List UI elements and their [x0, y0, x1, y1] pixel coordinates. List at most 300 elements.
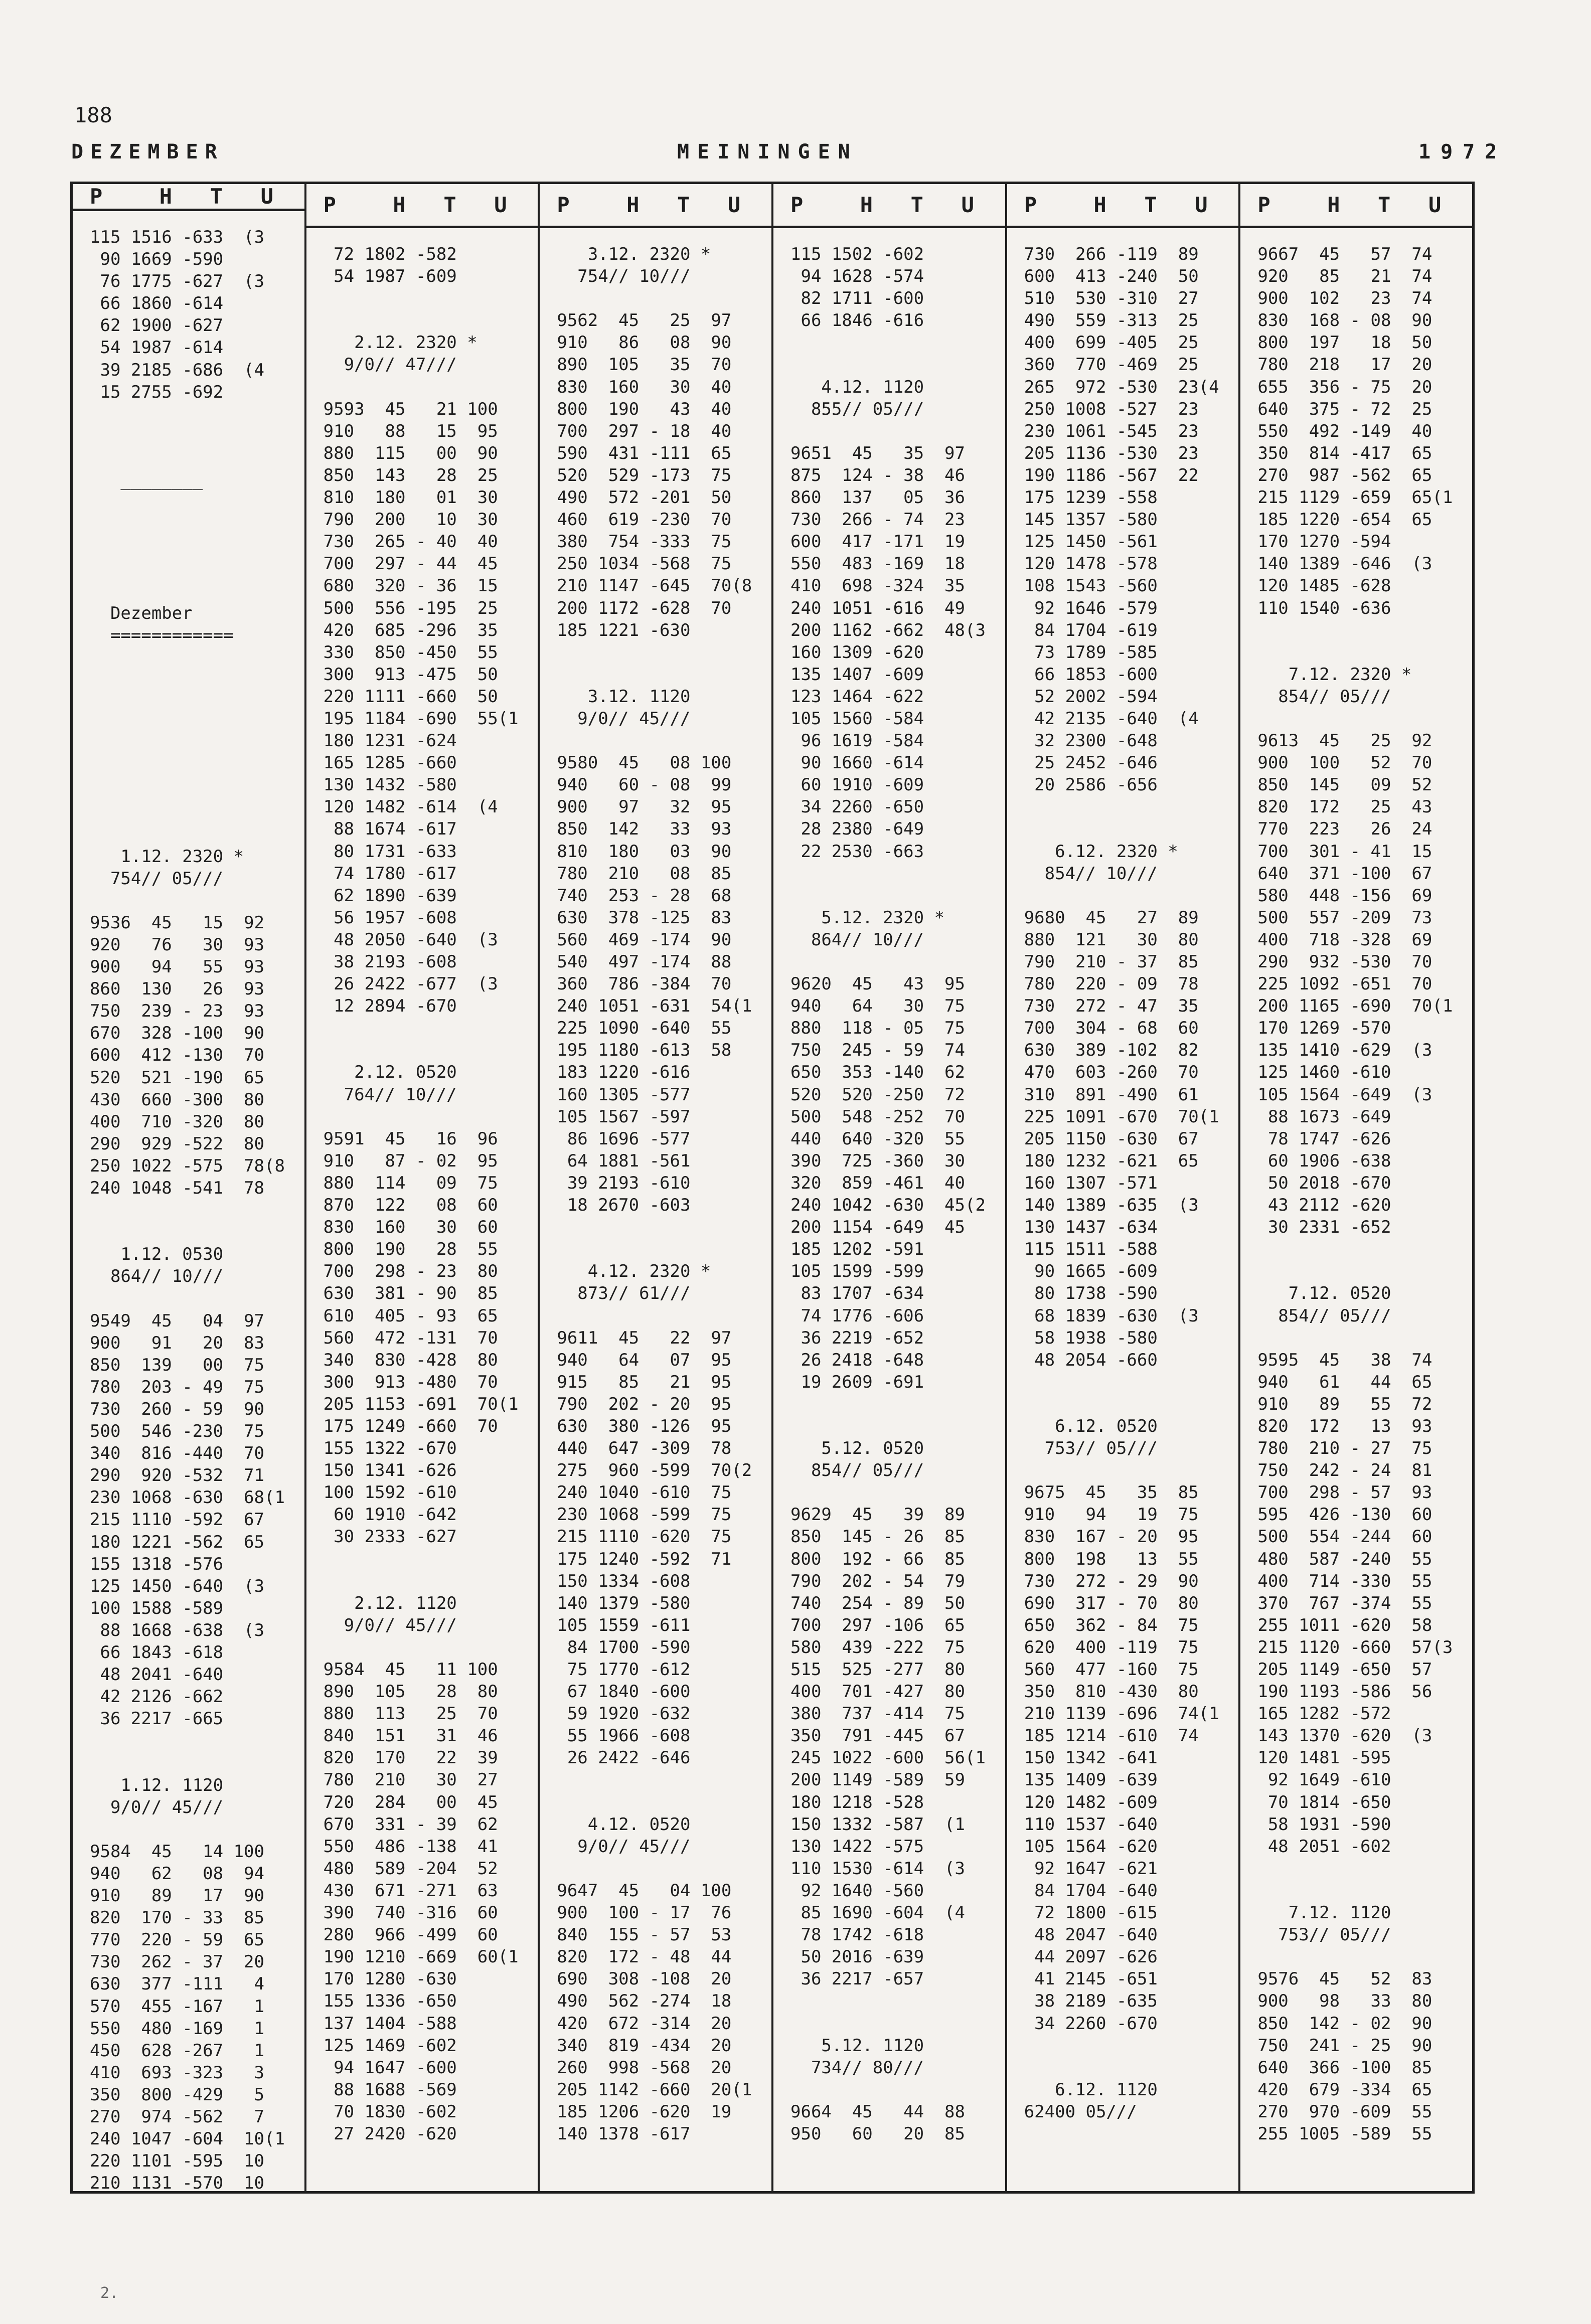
column-header: [1240, 184, 1472, 228]
table-row: 840 155 - 57 53: [557, 1925, 732, 1945]
table-row: 900 100 - 17 76: [557, 1903, 732, 1923]
table-row: 855// 05///: [790, 399, 924, 419]
table-row: 820 172 - 48 44: [557, 1947, 732, 1967]
table-row: 700 298 - 23 80: [323, 1261, 498, 1282]
table-row: 820 170 - 33 85: [90, 1908, 264, 1928]
table-row: 700 297 - 44 45: [323, 554, 498, 574]
table-row: 870 122 08 60: [323, 1195, 498, 1216]
table-row: [1257, 1946, 1472, 1968]
table-row: 854// 10///: [1024, 863, 1158, 884]
table-row: 620 400 -119 75: [1024, 1637, 1199, 1657]
table-row: 9/0// 47///: [323, 355, 457, 375]
table-row: 143 1370 -620 (3: [1257, 1726, 1433, 1746]
table-row: 125 1450 -561: [1024, 532, 1158, 552]
table-row: 900 102 23 74: [1257, 288, 1433, 309]
table-row: 245 1022 -600 56(1: [790, 1748, 986, 1768]
table-row: 640 366 -100 85: [1257, 2057, 1433, 2078]
table-row: 590 431 -111 65: [557, 443, 732, 463]
column-header-p: P: [323, 193, 336, 217]
table-row: 225 1091 -670 70(1: [1024, 1106, 1219, 1127]
table-row: 9549 45 04 97: [90, 1310, 264, 1331]
table-row: 110 1530 -614 (3: [790, 1858, 966, 1879]
table-row: 560 472 -131 70: [323, 1327, 498, 1348]
table-row: 5.12. 2320 *: [790, 907, 945, 928]
table-row: 56 1957 -608: [323, 907, 457, 928]
table-row: 100 1588 -589: [90, 1598, 224, 1618]
table-row: 520 520 -250 72: [790, 1084, 966, 1105]
table-row: [790, 1481, 1005, 1504]
table-row: 890 105 28 80: [323, 1682, 498, 1702]
table-row: 655 356 - 75 20: [1257, 377, 1433, 397]
table-row: [90, 514, 304, 536]
table-row: 730 260 - 59 90: [90, 1399, 264, 1419]
table-row: [90, 823, 304, 846]
table-row: 9584 45 11 100: [323, 1659, 498, 1680]
table-row: 165 1282 -572: [1257, 1704, 1391, 1724]
table-row: 400 699 -405 25: [1024, 333, 1199, 353]
table-row: 750 239 - 23 93: [90, 1001, 264, 1022]
table-row: 135 1409 -639: [1024, 1770, 1158, 1790]
table-row: 92 1649 -610: [1257, 1770, 1391, 1790]
table-row: 74 1780 -617: [323, 863, 457, 884]
table-row: 105 1564 -649 (3: [1257, 1084, 1433, 1105]
table-row: 9591 45 16 96: [323, 1128, 498, 1149]
column-header-t: T: [210, 184, 223, 209]
table-row: 200 1172 -628 70: [557, 598, 732, 618]
table-row: 880 121 30 80: [1024, 929, 1199, 950]
table-row: 66 1860 -614: [90, 293, 224, 314]
table-row: 170 1270 -594: [1257, 532, 1391, 552]
table-row: 730 262 - 37 20: [90, 1952, 264, 1972]
table-row: 150 1332 -587 (1: [790, 1814, 966, 1835]
table-row: 105 1567 -597: [557, 1106, 691, 1127]
table-row: [90, 403, 304, 425]
table-row: [90, 580, 304, 602]
table-row: 440 647 -309 78: [557, 1438, 732, 1459]
table-row: 800 198 13 55: [1024, 1549, 1199, 1569]
table-row: 120 1482 -609: [1024, 1792, 1158, 1812]
table-row: 780 203 - 49 75: [90, 1377, 264, 1397]
table-row: 753// 05///: [1257, 1925, 1391, 1945]
table-row: 54 1987 -609: [323, 266, 457, 287]
table-row: 830 167 - 20 95: [1024, 1527, 1199, 1547]
table-row: 125 1469 -602: [323, 2035, 457, 2056]
table-row: 9/0// 45///: [557, 1836, 691, 1857]
table-row: ============: [90, 625, 234, 645]
table-row: 9576 45 52 83: [1257, 1969, 1433, 1989]
table-row: 700 301 - 41 15: [1257, 841, 1433, 862]
table-row: 270 974 -562 7: [90, 2106, 264, 2127]
table-row: [90, 1818, 304, 1841]
table-row: 830 160 30 40: [557, 377, 732, 397]
table-row: 68 1839 -630 (3: [1024, 1305, 1199, 1326]
table-row: 12 2894 -670: [323, 996, 457, 1017]
table-row: 84 1700 -590: [557, 1637, 691, 1657]
table-row: 115 1516 -633 (3: [90, 227, 264, 247]
table-row: 180 1221 -562 65: [90, 1532, 264, 1552]
table-row: 240 1040 -610 75: [557, 1482, 732, 1503]
table-row: 125 1450 -640 (3: [90, 1576, 264, 1596]
table-row: [790, 1393, 1005, 1415]
table-row: 9664 45 44 88: [790, 2101, 966, 2122]
table-row: 630 378 -125 83: [557, 907, 732, 928]
table-row: 440 640 -320 55: [790, 1128, 966, 1149]
table-row: 900 97 32 95: [557, 797, 732, 817]
table-row: [790, 885, 1005, 907]
table-row: 5.12. 0520: [790, 1438, 924, 1459]
table-row: 790 202 - 54 79: [790, 1571, 966, 1591]
table-row: [1024, 1393, 1239, 1415]
table-row: 26 2422 -677 (3: [323, 974, 498, 994]
table-row: 90 1669 -590: [90, 249, 224, 270]
table-row: 137 1404 -588: [323, 2013, 457, 2034]
table-row: 250 1034 -568 75: [557, 554, 732, 574]
table-row: 190 1193 -586 56: [1257, 1682, 1433, 1702]
table-row: 430 671 -271 63: [323, 1880, 498, 1901]
column-header-u: U: [961, 193, 974, 217]
table-row: 340 816 -440 70: [90, 1443, 264, 1464]
table-row: [90, 713, 304, 735]
table-row: 630 380 -126 95: [557, 1416, 732, 1436]
table-row: 630 381 - 90 85: [323, 1283, 498, 1304]
table-row: 190 1210 -669 60(1: [323, 1947, 519, 1967]
table-row: [557, 1858, 771, 1880]
table-row: 690 308 -108 20: [557, 1969, 732, 1989]
table-row: [1024, 818, 1239, 840]
table-row: 920 85 21 74: [1257, 266, 1433, 287]
table-row: 730 265 - 40 40: [323, 532, 498, 552]
table-row: [1024, 2057, 1239, 2079]
table-row: [90, 757, 304, 779]
table-row: 940 64 30 75: [790, 996, 966, 1017]
table-row: 400 710 -320 80: [90, 1111, 264, 1132]
column-body: [73, 211, 304, 2191]
table-row: 310 891 -490 61: [1024, 1084, 1199, 1105]
table-row: 650 353 -140 62: [790, 1062, 966, 1083]
table-row: 210 1139 -696 74(1: [1024, 1704, 1219, 1724]
table-row: 140 1389 -646 (3: [1257, 554, 1433, 574]
table-row: 115 1502 -602: [790, 244, 924, 264]
table-row: 83 1707 -634: [790, 1283, 924, 1304]
table-row: 750 241 - 25 90: [1257, 2035, 1433, 2056]
table-row: 390 725 -360 30: [790, 1150, 966, 1171]
table-row: 175 1239 -558: [1024, 487, 1158, 508]
table-row: 43 2112 -620: [1257, 1195, 1391, 1216]
table-row: 67 1840 -600: [557, 1682, 691, 1702]
table-row: 54 1987 -614: [90, 338, 224, 358]
table-column-1: [73, 184, 306, 2191]
table-row: [1257, 1327, 1472, 1349]
page-number: 188: [74, 103, 112, 127]
table-column-2: [306, 184, 540, 2191]
table-row: 32 2300 -648: [1024, 731, 1158, 751]
table-row: 2.12. 2320 *: [323, 333, 478, 353]
table-row: 6.12. 1120: [1024, 2079, 1158, 2100]
table-row: 41 2145 -651: [1024, 1969, 1158, 1989]
table-row: 250 1022 -575 78(8: [90, 1155, 285, 1176]
table-column-4: [773, 184, 1007, 2191]
table-row: 854// 05///: [1257, 1305, 1391, 1326]
footer-mark: 2.: [100, 2284, 119, 2302]
table-row: 640 371 -100 67: [1257, 863, 1433, 884]
column-header-p: P: [1257, 193, 1270, 217]
table-row: 9620 45 43 95: [790, 974, 966, 994]
table-row: [324, 1017, 538, 1039]
table-row: 600 413 -240 50: [1024, 266, 1199, 287]
table-row: 580 439 -222 75: [790, 1637, 966, 1657]
table-row: 145 1357 -580: [1024, 510, 1158, 530]
column-header-h: H: [1327, 193, 1340, 217]
table-row: 480 589 -204 52: [323, 1858, 498, 1879]
table-row: 48 2051 -602: [1257, 1836, 1391, 1857]
table-row: 510 530 -310 27: [1024, 288, 1199, 309]
table-row: 15 2755 -692: [90, 382, 224, 402]
table-row: [324, 1636, 538, 1658]
column-header-p: P: [90, 184, 103, 209]
column-header-t: T: [910, 193, 923, 217]
table-row: 58 1938 -580: [1024, 1327, 1158, 1348]
column-header-p: P: [557, 193, 570, 217]
table-row: 230 1061 -545 23: [1024, 421, 1199, 441]
table-row: 205 1142 -660 20(1: [557, 2079, 752, 2100]
table-row: [790, 331, 1005, 354]
table-row: 94 1628 -574: [790, 266, 924, 287]
table-row: [1024, 796, 1239, 818]
table-row: 42 2135 -640 (4: [1024, 708, 1199, 729]
table-row: 3.12. 2320 *: [557, 244, 711, 264]
table-row: 570 455 -167 1: [90, 1996, 264, 2017]
table-row: 7.12. 1120: [1257, 1903, 1391, 1923]
table-row: [557, 1305, 771, 1327]
table-row: 140 1389 -635 (3: [1024, 1195, 1199, 1216]
table-row: [90, 536, 304, 558]
table-row: 85 1690 -604 (4: [790, 1903, 966, 1923]
table-row: 240 1047 -604 10(1: [90, 2129, 285, 2149]
table-row: 28 2380 -649: [790, 819, 924, 840]
table-row: [790, 1415, 1005, 1437]
table-row: 100 1592 -610: [323, 1482, 457, 1503]
table-row: 5.12. 1120: [790, 2035, 924, 2056]
table-row: [90, 447, 304, 469]
table-row: 290 920 -532 71: [90, 1465, 264, 1486]
header-station: MEININGEN: [677, 140, 858, 163]
table-row: 205 1153 -691 70(1: [323, 1394, 519, 1414]
table-row: 9580 45 08 100: [557, 753, 732, 773]
table-row: 764// 10///: [323, 1084, 457, 1105]
table-row: 120 1478 -578: [1024, 554, 1158, 574]
table-row: [790, 951, 1005, 973]
table-row: 265 972 -530 23(4: [1024, 377, 1219, 397]
column-header-p: P: [1024, 193, 1037, 217]
table-row: 690 317 - 70 80: [1024, 1593, 1199, 1613]
table-row: 1.12. 2320 *: [90, 846, 244, 867]
table-row: 183 1220 -616: [557, 1062, 691, 1083]
table-row: [790, 2013, 1005, 2035]
table-row: 275 960 -599 70(2: [557, 1460, 752, 1481]
table-row: 200 1149 -589 59: [790, 1770, 966, 1790]
table-row: 450 628 -267 1: [90, 2040, 264, 2061]
table-row: [324, 1039, 538, 1061]
column-header-t: T: [443, 193, 456, 217]
table-row: 810 180 03 90: [557, 841, 732, 862]
table-row: 880 113 25 70: [323, 1704, 498, 1724]
table-row: 854// 05///: [1257, 686, 1391, 707]
table-row: 240 1051 -616 49: [790, 598, 966, 618]
table-row: 185 1220 -654 65: [1257, 510, 1433, 530]
table-row: 4.12. 1120: [790, 377, 924, 397]
table-row: 600 412 -130 70: [90, 1045, 264, 1066]
table-row: 44 2097 -626: [1024, 1947, 1158, 1967]
table-row: 330 850 -450 55: [323, 642, 498, 662]
column-header-u: U: [1195, 193, 1208, 217]
data-table: [70, 182, 1475, 2194]
table-row: 62400 05///: [1024, 2101, 1137, 2122]
table-row: 700 304 - 68 60: [1024, 1018, 1199, 1039]
table-row: 400 718 -328 69: [1257, 929, 1433, 950]
table-row: 39 2185 -686 (4: [90, 360, 264, 380]
table-row: 105 1560 -584: [790, 708, 924, 729]
column-header: [1007, 184, 1239, 228]
table-row: 90 1660 -614: [790, 753, 924, 773]
table-row: 80 1731 -633: [323, 841, 457, 862]
table-row: 500 554 -244 60: [1257, 1527, 1433, 1547]
table-row: 84 1704 -619: [1024, 620, 1158, 640]
header-month: DEZEMBER: [71, 140, 224, 163]
table-row: 205 1136 -530 23: [1024, 443, 1199, 463]
table-column-5: [1007, 184, 1241, 2191]
table-row: 230 1068 -630 68(1: [90, 1487, 285, 1508]
table-row: 410 693 -323 3: [90, 2062, 264, 2083]
table-row: 780 218 17 20: [1257, 355, 1433, 375]
table-row: 860 130 26 93: [90, 979, 264, 1000]
table-row: 36 2217 -657: [790, 1969, 924, 1989]
table-row: [557, 641, 771, 663]
table-row: 20 2586 -656: [1024, 775, 1158, 795]
table-row: 770 220 - 59 65: [90, 1930, 264, 1950]
table-row: 550 486 -138 41: [323, 1836, 498, 1857]
table-row: 730 272 - 29 90: [1024, 1571, 1199, 1591]
table-row: 130 1437 -634: [1024, 1217, 1158, 1238]
table-row: 82 1711 -600: [790, 288, 924, 309]
table-row: [90, 558, 304, 580]
table-row: 22 2530 -663: [790, 841, 924, 862]
table-row: 42 2126 -662: [90, 1687, 224, 1707]
table-row: 320 859 -461 40: [790, 1173, 966, 1193]
table-row: 92 1646 -579: [1024, 598, 1158, 618]
table-row: 850 145 - 26 85: [790, 1527, 966, 1547]
table-row: 130 1422 -575: [790, 1836, 924, 1857]
table-row: 860 137 05 36: [790, 487, 966, 508]
table-row: 155 1336 -650: [323, 1991, 457, 2012]
table-row: 854// 05///: [790, 1460, 924, 1481]
table-row: [557, 1769, 771, 1791]
table-row: 770 223 26 24: [1257, 819, 1433, 840]
table-row: 900 94 55 93: [90, 957, 264, 977]
column-header: [540, 184, 771, 228]
table-row: 58 1931 -590: [1257, 1814, 1391, 1835]
table-column-6: [1240, 184, 1472, 2191]
table-row: 60 1910 -642: [323, 1505, 457, 1525]
table-row: 270 987 -562 65: [1257, 465, 1433, 485]
table-row: 500 546 -230 75: [90, 1421, 264, 1442]
table-row: 910 88 15 95: [323, 421, 498, 441]
table-row: 820 172 25 43: [1257, 797, 1433, 817]
table-row: 630 389 -102 82: [1024, 1040, 1199, 1061]
table-row: 650 362 - 84 75: [1024, 1615, 1199, 1635]
table-row: 880 118 - 05 75: [790, 1018, 966, 1039]
table-row: 105 1564 -620: [1024, 1836, 1158, 1857]
table-row: 185 1206 -620 19: [557, 2101, 732, 2122]
table-row: 300 913 -475 50: [323, 664, 498, 685]
column-header-h: H: [1093, 193, 1106, 217]
table-row: [557, 730, 771, 752]
table-row: 800 190 28 55: [323, 1239, 498, 1260]
table-row: 830 168 - 08 90: [1257, 310, 1433, 331]
table-row: 900 91 20 83: [90, 1333, 264, 1353]
table-row: 700 297 - 18 40: [557, 421, 732, 441]
table-row: 780 210 30 27: [323, 1770, 498, 1790]
table-row: 86 1696 -577: [557, 1128, 691, 1149]
table-row: 215 1110 -620 75: [557, 1527, 732, 1547]
table-row: 36 2219 -652: [790, 1327, 924, 1348]
table-row: [557, 1216, 771, 1238]
table-row: 38 2189 -635: [1024, 1991, 1158, 2012]
table-row: 2.12. 0520: [323, 1062, 457, 1083]
table-row: 790 200 10 30: [323, 510, 498, 530]
table-row: 670 328 -100 90: [90, 1023, 264, 1044]
table-row: 550 480 -169 1: [90, 2018, 264, 2039]
table-row: [90, 801, 304, 823]
table-row: 70 1814 -650: [1257, 1792, 1391, 1812]
table-row: 390 740 -316 60: [323, 1903, 498, 1923]
table-row: 840 151 31 46: [323, 1726, 498, 1746]
table-row: 66 1843 -618: [90, 1642, 224, 1663]
table-row: 9647 45 04 100: [557, 1880, 732, 1901]
column-header-t: T: [1378, 193, 1391, 217]
table-row: 940 61 44 65: [1257, 1372, 1433, 1392]
table-row: 2.12. 1120: [323, 1593, 457, 1613]
table-row: 730 272 - 47 35: [1024, 996, 1199, 1017]
table-row: 790 202 - 20 95: [557, 1394, 732, 1414]
table-row: 76 1775 -627 (3: [90, 271, 264, 292]
table-row: 850 142 - 02 90: [1257, 2013, 1433, 2034]
table-row: 730 266 - 74 23: [790, 510, 966, 530]
table-row: 38 2193 -608: [323, 952, 457, 972]
table-row: 300 913 -480 70: [323, 1372, 498, 1392]
table-row: 7.12. 0520: [1257, 1283, 1391, 1304]
table-row: 750 245 - 59 74: [790, 1040, 966, 1061]
table-row: 350 800 -429 5: [90, 2084, 264, 2105]
table-row: [1024, 2035, 1239, 2057]
table-row: [1257, 1880, 1472, 1902]
column-body: [306, 228, 538, 2145]
table-row: 910 86 08 90: [557, 333, 732, 353]
table-row: 195 1180 -613 58: [557, 1040, 732, 1061]
column-header-h: H: [393, 193, 406, 217]
table-row: 9629 45 39 89: [790, 1505, 966, 1525]
table-row: [1257, 708, 1472, 730]
table-row: 88 1688 -569: [323, 2079, 457, 2100]
table-column-3: [540, 184, 773, 2191]
table-row: 754// 10///: [557, 266, 691, 287]
table-row: 39 2193 -610: [557, 1173, 691, 1193]
table-row: 9595 45 38 74: [1257, 1350, 1433, 1370]
table-row: [90, 779, 304, 801]
table-row: 135 1410 -629 (3: [1257, 1040, 1433, 1061]
table-row: 30 2333 -627: [323, 1527, 457, 1547]
table-row: 123 1464 -622: [790, 686, 924, 707]
table-row: 9611 45 22 97: [557, 1327, 732, 1348]
